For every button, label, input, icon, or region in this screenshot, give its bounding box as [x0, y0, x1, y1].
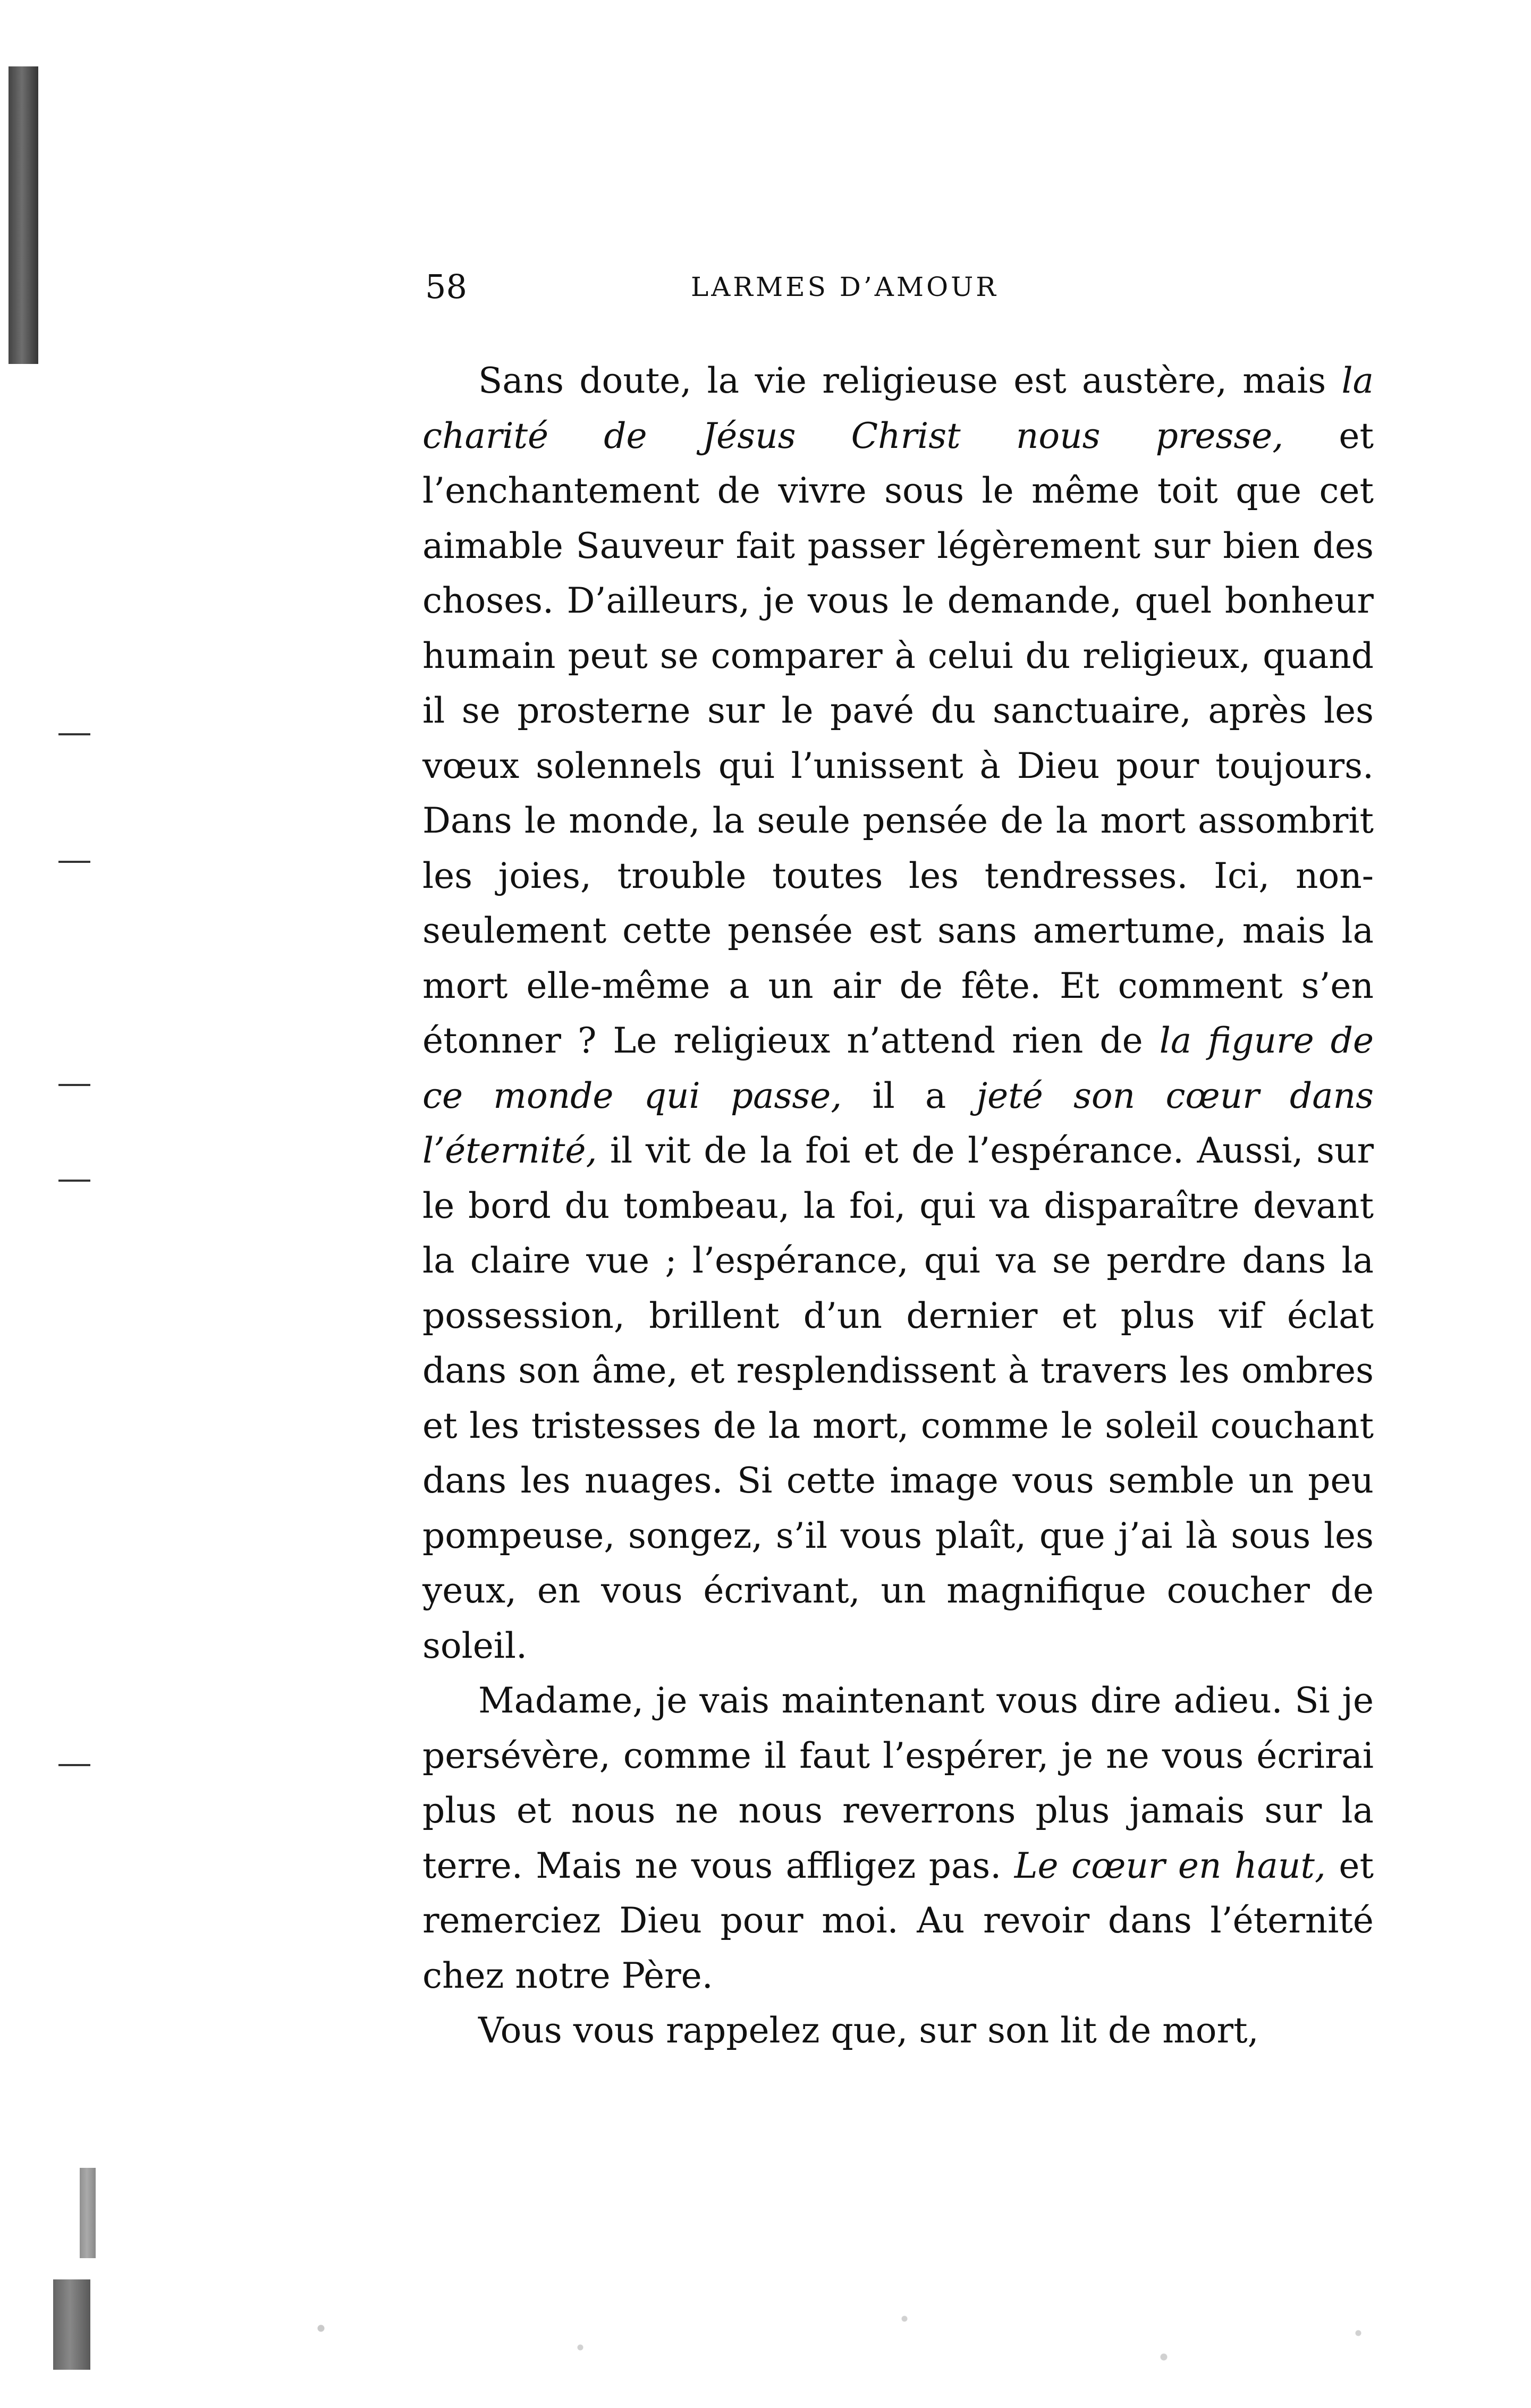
scan-mark [58, 1764, 90, 1766]
italic-run: la figure de ce monde qui passe, [422, 1020, 1374, 1116]
body-text [422, 353, 1374, 2058]
text-run: Sans doute, la vie religieuse est austère, mais [478, 360, 1342, 401]
text-run: il vit de la foi et de l’espérance. Aussi, sur le bord du tombeau, la foi, qui va disparaître devant la claire vue ; l’espérance, qui va se perdre dans la possession, brillent d’un dernier et plus vif éclat dans son âme, et resplendissent à travers les ombres et les tristesses de la mort, comme le soleil couchant dans les nuages. Si cette image vous semble un peu pompeuse, songez, s’il vous plaît, que j’ai là sous les yeux, en vous écrivant, un magnifique coucher de soleil. [422, 1130, 1374, 1666]
paragraph [422, 1673, 1374, 2003]
italic-run: jeté son cœur dans l’éternité, [422, 1075, 1374, 1171]
running-head: LARMES D’AMOUR [691, 272, 999, 302]
page-header [425, 263, 1398, 311]
binding-shadow [9, 66, 38, 364]
text-run: et l’enchantement de vivre sous le même toit que cet aimable Sauveur fait passer légèrement sur bien des choses. D’ailleurs, je vous le demande, quel bonheur humain peut se comparer à celui du religieux, quand il se prosterne sur le pavé du sanctuaire, après les vœux solennels qui l’unissent à Dieu pour toujours. Dans le monde, la seule pensée de la mort assombrit les joies, trouble toutes les tendresses. Ici, non-seulement cette pensée est sans amertume, mais la mort elle-même a un air de fête. Et comment s’en étonner ? Le religieux n’attend rien de [422, 415, 1374, 1061]
paragraph [422, 2003, 1374, 2058]
paragraph [422, 353, 1374, 1673]
scan-noise [191, 2290, 1488, 2386]
scan-mark [58, 733, 90, 735]
text-run: Madame, je vais maintenant vous dire adieu. Si je persévère, comme il faut l’espérer, je ne vous écrirai plus et nous ne nous reverrons plus jamais sur la terre. Mais ne vous affligez pas. [422, 1680, 1374, 1886]
text-run: Vous vous rappelez que, sur son lit de mort, [478, 2010, 1259, 2051]
scan-mark [58, 861, 90, 863]
text-run: il a [842, 1075, 977, 1116]
scan-mark [58, 1084, 90, 1086]
binding-shadow [53, 2279, 90, 2370]
page-number: 58 [425, 267, 467, 306]
text-run: et remerciez Dieu pour moi. Au revoir dans l’éternité chez notre Père. [422, 1845, 1374, 1996]
binding-shadow [80, 2168, 96, 2258]
italic-run: Le cœur en haut, [1014, 1845, 1326, 1886]
italic-run: la charité de Jésus Christ nous presse, [422, 360, 1374, 456]
scan-mark [58, 1180, 90, 1182]
